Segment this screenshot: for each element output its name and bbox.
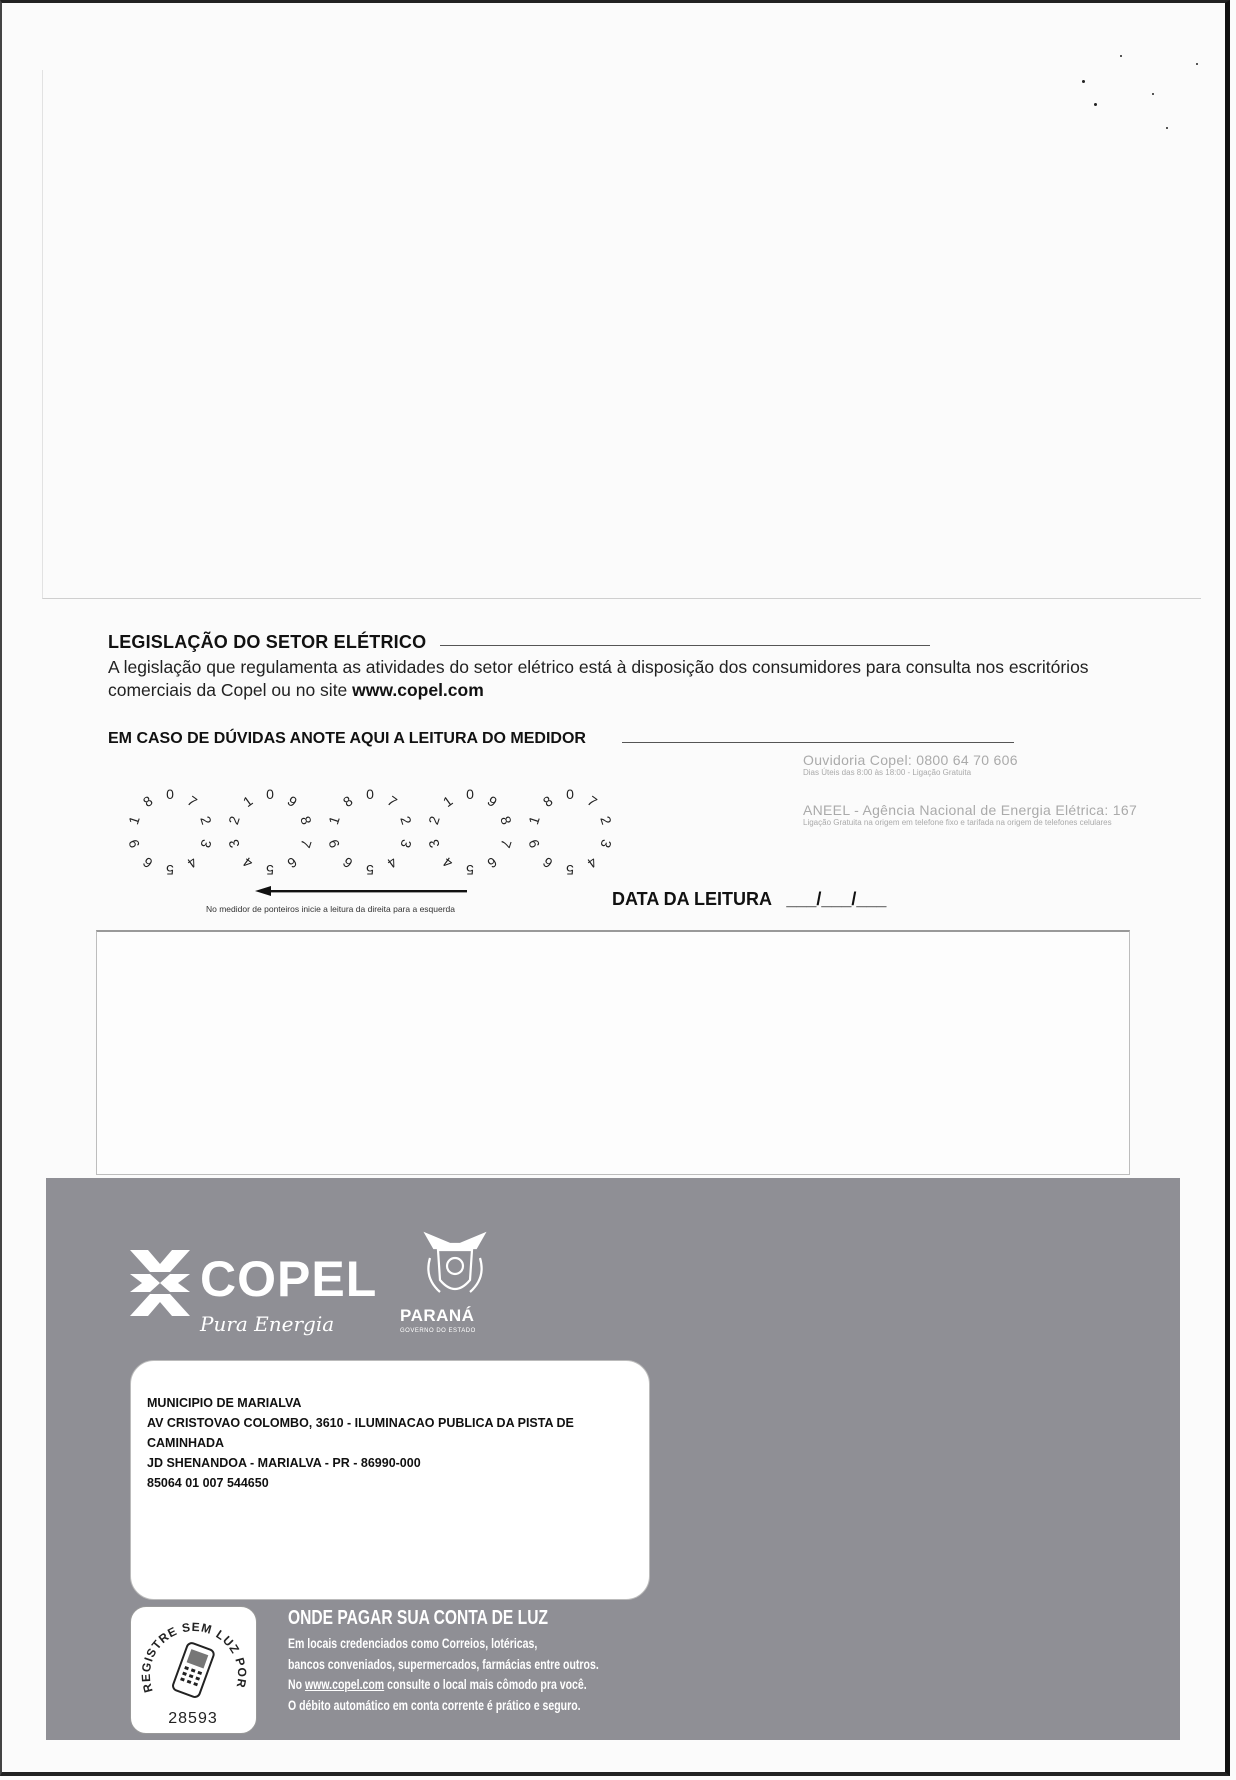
meter-heading: EM CASO DE DÚVIDAS ANOTE AQUI A LEITURA DO MEDIDOR bbox=[108, 730, 586, 747]
dial-digit: 6 bbox=[484, 853, 501, 872]
dial-digit: 8 bbox=[139, 792, 156, 811]
legislation-rule bbox=[440, 645, 930, 646]
dial-digit: 1 bbox=[525, 814, 543, 827]
address-line: CAMINHADA bbox=[147, 1436, 225, 1450]
reading-direction-arrow-icon bbox=[255, 886, 467, 896]
dial-digit: 7 bbox=[297, 837, 315, 850]
copel-logo-icon bbox=[126, 1246, 194, 1320]
dial-digit: 7 bbox=[384, 792, 401, 811]
legislation-heading: LEGISLAÇÃO DO SETOR ELÉTRICO bbox=[108, 632, 427, 652]
dial-digit: 5 bbox=[266, 862, 274, 878]
dial-digit: 7 bbox=[497, 837, 515, 850]
copel-site-link[interactable]: www.copel.com bbox=[304, 1677, 385, 1692]
dial-digit: 1 bbox=[125, 814, 143, 827]
payment-line-4: O débito automático em conta corrente é prático e seguro. bbox=[288, 1697, 581, 1713]
dial-digit: 8 bbox=[339, 792, 356, 811]
scan-specks bbox=[1070, 55, 1210, 145]
dial-digit: 2 bbox=[397, 814, 415, 827]
parana-government-label: GOVERNO DO ESTADO bbox=[400, 1328, 476, 1334]
sms-badge-graphic bbox=[131, 1607, 256, 1733]
dial-digit: 4 bbox=[184, 853, 201, 872]
dial-digit: 2 bbox=[197, 814, 215, 827]
meter-dial bbox=[225, 786, 315, 878]
parana-coat-of-arms-icon bbox=[420, 1228, 490, 1304]
reading-date-blank[interactable]: ___/___/___ bbox=[786, 889, 887, 909]
dial-digit: 7 bbox=[584, 792, 601, 811]
address-line: AV CRISTOVAO COLOMBO, 3610 - ILUMINACAO PUBLICA DA PISTA DE bbox=[147, 1416, 574, 1430]
meter-dial bbox=[525, 786, 615, 878]
dial-digit: 2 bbox=[425, 814, 443, 827]
notes-box bbox=[96, 930, 1130, 1175]
dial-digit: 6 bbox=[539, 853, 556, 872]
dial-digit: 3 bbox=[597, 837, 615, 850]
dial-digit: 3 bbox=[397, 837, 415, 850]
payment-line-2: bancos conveniados, supermercados, farmácias entre outros. bbox=[288, 1656, 599, 1672]
legislation-site-link[interactable]: www.copel.com bbox=[352, 680, 484, 700]
arrow-caption: No medidor de ponteiros inicie a leitura da direita para a esquerda bbox=[206, 904, 456, 914]
payment-line-3 bbox=[288, 1675, 616, 1696]
payment-line-1: Em locais credenciados como Correios, lotéricas, bbox=[288, 1636, 538, 1651]
reading-date bbox=[612, 889, 886, 910]
logo-area bbox=[82, 1228, 542, 1348]
recipient-address bbox=[147, 1393, 642, 1493]
ouvidoria-phone: Ouvidoria Copel: 0800 64 70 606 bbox=[803, 752, 1018, 768]
ouvidoria-contact bbox=[803, 752, 1063, 778]
legislation-text bbox=[108, 656, 1118, 702]
dial-digit: 9 bbox=[484, 792, 501, 811]
dial-digit: 4 bbox=[584, 853, 601, 872]
dial-digit: 4 bbox=[239, 853, 256, 872]
dial-digit: 5 bbox=[366, 862, 374, 878]
address-window bbox=[130, 1360, 650, 1600]
dial-digit: 1 bbox=[325, 814, 343, 827]
dial-digit: 3 bbox=[225, 837, 243, 850]
dial-digit: 0 bbox=[366, 786, 374, 802]
dial-digit: 1 bbox=[439, 792, 456, 811]
sms-number: 28593 bbox=[168, 1710, 218, 1727]
meter-dial bbox=[125, 786, 215, 878]
reading-date-label: DATA DA LEITURA bbox=[612, 889, 772, 909]
meter-rule bbox=[622, 742, 1014, 743]
dial-digit: 5 bbox=[166, 862, 174, 878]
sms-outage-badge bbox=[130, 1606, 257, 1734]
mobile-phone-icon bbox=[172, 1642, 215, 1699]
meter-dial bbox=[325, 786, 415, 878]
dial-digit: 2 bbox=[597, 814, 615, 827]
dial-digit: 8 bbox=[297, 814, 315, 827]
dial-digit: 9 bbox=[125, 837, 143, 850]
copel-wordmark: COPEL bbox=[200, 1251, 378, 1307]
address-line: JD SHENANDOA - MARIALVA - PR - 86990-000 bbox=[147, 1456, 421, 1470]
payment-line-3-prefix: No bbox=[288, 1677, 303, 1692]
aneel-contact bbox=[803, 802, 1168, 828]
copel-tagline: Pura Energia bbox=[200, 1312, 335, 1336]
dial-digit: 8 bbox=[539, 792, 556, 811]
dial-digit: 6 bbox=[339, 853, 356, 872]
payment-info bbox=[288, 1607, 708, 1716]
blank-upper-area bbox=[42, 70, 1201, 599]
dial-digit: 3 bbox=[425, 837, 443, 850]
aneel-note: Ligação Gratuita na origem em telefone fixo e tarifada na origem de telefones celulares bbox=[803, 818, 1112, 827]
address-line: 85064 01 007 544650 bbox=[147, 1476, 269, 1490]
dial-digit: 6 bbox=[284, 853, 301, 872]
dial-digit: 3 bbox=[197, 837, 215, 850]
dial-digit: 9 bbox=[284, 792, 301, 811]
address-line: MUNICIPIO DE MARIALVA bbox=[147, 1396, 302, 1410]
dial-digit: 2 bbox=[225, 814, 243, 827]
dial-digit: 6 bbox=[139, 853, 156, 872]
dial-digit: 4 bbox=[439, 853, 456, 872]
payment-line-3-suffix: consulte o local mais cômodo pra você. bbox=[387, 1677, 587, 1692]
sms-arc-text: REGISTRE SEM LUZ POR bbox=[138, 1619, 250, 1695]
legislation-body: A legislação que regulamenta as atividades do setor elétrico está à disposição dos consumidores para consulta nos escritórios comerciais da Copel ou no site bbox=[108, 657, 1089, 700]
dial-digit: 9 bbox=[525, 837, 543, 850]
dial-digit: 0 bbox=[166, 786, 174, 802]
dial-digit: 4 bbox=[384, 853, 401, 872]
dial-digit: 0 bbox=[266, 786, 274, 802]
dial-digit: 1 bbox=[239, 792, 256, 811]
dial-digit: 9 bbox=[325, 837, 343, 850]
ouvidoria-hours: Dias Úteis das 8:00 às 18:00 - Ligação Gratuita bbox=[803, 768, 972, 777]
dial-digit: 8 bbox=[497, 814, 515, 827]
dial-digit: 0 bbox=[466, 786, 474, 802]
dial-digit: 5 bbox=[466, 862, 474, 878]
meter-dials bbox=[125, 778, 630, 898]
dial-digit: 0 bbox=[566, 786, 574, 802]
parana-wordmark: PARANÁ bbox=[400, 1306, 475, 1325]
dial-digit: 7 bbox=[184, 792, 201, 811]
dial-digit: 5 bbox=[566, 862, 574, 878]
aneel-phone: ANEEL - Agência Nacional de Energia Elétrica: 167 bbox=[803, 802, 1138, 818]
payment-title: ONDE PAGAR SUA CONTA DE LUZ bbox=[288, 1607, 549, 1629]
meter-dial bbox=[425, 786, 515, 878]
